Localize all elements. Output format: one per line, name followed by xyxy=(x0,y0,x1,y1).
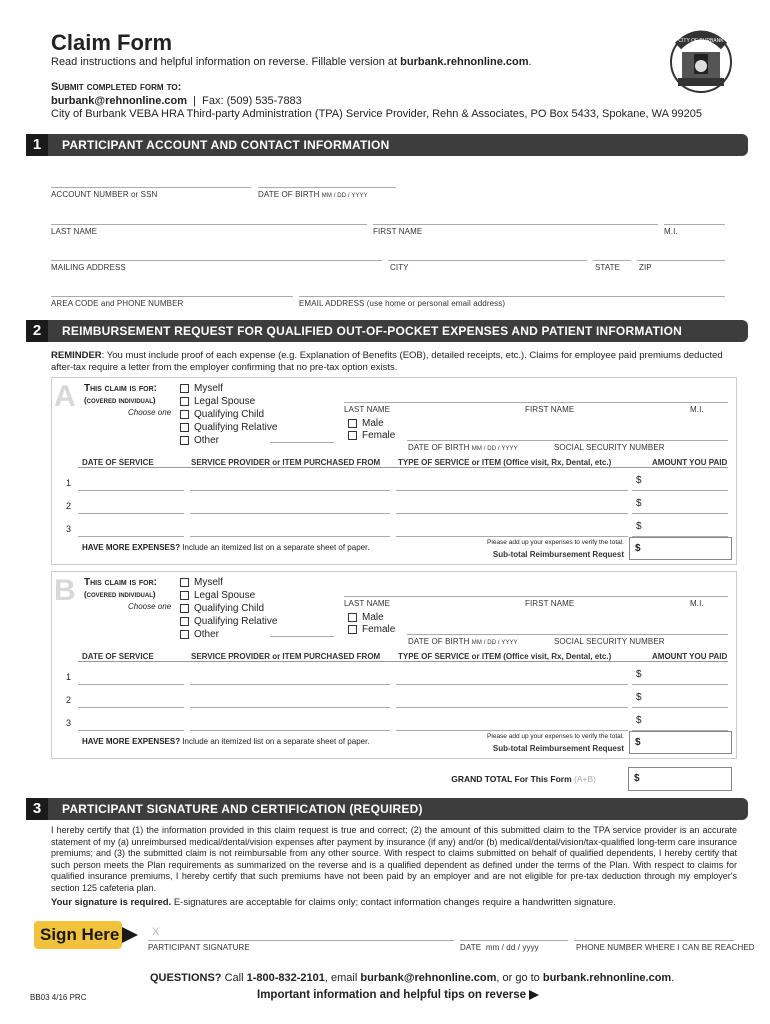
signature-label: PARTICIPANT SIGNATURE xyxy=(148,943,250,952)
patient-dob-text: DATE OF BIRTH xyxy=(408,637,470,646)
checkbox[interactable] xyxy=(180,397,189,406)
questions-email-text: , email xyxy=(324,972,361,984)
questions-email[interactable]: burbank@rehnonline.com xyxy=(360,972,497,984)
account-label: ACCOUNT NUMBER or SSN xyxy=(51,190,158,199)
patient-mi-label: M.I. xyxy=(690,599,704,608)
option-child[interactable] xyxy=(180,408,277,421)
option-label: Qualifying Child xyxy=(194,603,265,614)
checkbox[interactable] xyxy=(180,578,189,587)
claim-for-label: This claim is for: xyxy=(84,577,157,588)
date-input[interactable] xyxy=(78,490,184,491)
type-input[interactable] xyxy=(396,684,628,685)
section-1-title: PARTICIPANT ACCOUNT AND CONTACT INFORMATION xyxy=(62,138,390,152)
email-label: EMAIL ADDRESS (use home or personal email address) xyxy=(299,299,506,308)
option-myself[interactable] xyxy=(180,576,277,589)
instructions xyxy=(51,56,532,68)
subtotal-label: Sub-total Reimbursement Request xyxy=(492,744,624,753)
dob-label xyxy=(258,190,368,199)
instructions-suffix: . xyxy=(528,56,532,68)
dollar-sign: $ xyxy=(636,475,642,486)
col-type: TYPE OF SERVICE or ITEM (Office visit, Rx, Dental, etc.) xyxy=(398,458,612,467)
type-input[interactable] xyxy=(396,513,628,514)
please-add: Please add up your expenses to verify the total. xyxy=(487,539,624,546)
date-input[interactable] xyxy=(78,730,184,731)
patient-dob-text: DATE OF BIRTH xyxy=(408,443,470,452)
section-2-number: 2 xyxy=(26,320,48,342)
more-expenses xyxy=(82,737,370,746)
patient-dob-format: MM / DD / YYYY xyxy=(471,640,518,646)
col-type: TYPE OF SERVICE or ITEM (Office visit, Rx, Dental, etc.) xyxy=(398,652,612,661)
patient-first-label: FIRST NAME xyxy=(525,599,575,608)
other-input[interactable] xyxy=(270,442,334,443)
more-expenses xyxy=(82,543,370,552)
email-input[interactable] xyxy=(299,296,725,297)
signature-input[interactable] xyxy=(148,940,454,941)
city-label: CITY xyxy=(390,263,409,272)
city-input[interactable] xyxy=(388,260,587,261)
option-label: Legal Spouse xyxy=(194,590,256,601)
option-female[interactable] xyxy=(348,430,395,442)
more-bold: HAVE MORE EXPENSES? xyxy=(82,543,181,552)
reminder xyxy=(51,350,737,374)
choose-one-label: Choose one xyxy=(128,408,172,417)
subtotal-a-input[interactable] xyxy=(629,537,732,560)
dollar-sign: $ xyxy=(634,773,640,784)
type-input[interactable] xyxy=(396,707,628,708)
claim-a-letter: A xyxy=(54,380,76,413)
dollar-sign: $ xyxy=(636,715,642,726)
more-bold: HAVE MORE EXPENSES? xyxy=(82,737,181,746)
submit-heading: Submit completed form to: xyxy=(51,81,182,93)
date-input[interactable] xyxy=(78,536,184,537)
phone-input[interactable] xyxy=(51,296,293,297)
questions-end: . xyxy=(671,972,675,984)
please-add: Please add up your expenses to verify the total. xyxy=(487,733,624,740)
date-input[interactable] xyxy=(78,684,184,685)
date-format: mm / dd / yyyy xyxy=(485,943,539,952)
claim-b-box xyxy=(51,571,737,759)
row-number: 3 xyxy=(66,718,72,728)
male-label: Male xyxy=(362,612,384,623)
checkbox[interactable] xyxy=(180,630,189,639)
option-other[interactable] xyxy=(180,628,277,641)
amount-input[interactable] xyxy=(632,513,728,514)
option-relative[interactable] xyxy=(180,615,277,628)
phone-reach-label: PHONE NUMBER WHERE I CAN BE REACHED xyxy=(576,943,755,952)
dollar-sign: $ xyxy=(636,692,642,703)
reminder-label: REMINDER xyxy=(51,350,102,361)
patient-dob-format: MM / DD / YYYY xyxy=(471,446,518,452)
dollar-sign: $ xyxy=(636,521,642,532)
patient-ssn-label: SOCIAL SECURITY NUMBER xyxy=(554,637,665,646)
state-input[interactable] xyxy=(593,260,631,261)
option-relative[interactable] xyxy=(180,421,277,434)
option-label: Other xyxy=(194,435,220,446)
dollar-sign: $ xyxy=(636,498,642,509)
date-input[interactable] xyxy=(78,513,184,514)
submit-email[interactable]: burbank@rehnonline.com xyxy=(51,95,188,107)
questions-goto: , or go to xyxy=(496,972,543,984)
col-amount: AMOUNT YOU PAID xyxy=(652,652,728,661)
instructions-text: Read instructions and helpful information on reverse. Fillable version at xyxy=(51,56,401,68)
provider-input[interactable] xyxy=(190,707,390,708)
section-3-header xyxy=(26,798,748,820)
important-info xyxy=(257,989,539,1001)
other-input[interactable] xyxy=(270,636,334,637)
row-number: 2 xyxy=(66,695,72,705)
female-label: Female xyxy=(362,430,396,441)
option-male[interactable] xyxy=(348,612,395,624)
choose-one-label: Choose one xyxy=(128,602,172,611)
patient-ssn-label: SOCIAL SECURITY NUMBER xyxy=(554,443,665,452)
type-input[interactable] xyxy=(396,490,628,491)
sign-here-label: Sign Here xyxy=(40,925,120,944)
claim-a-box xyxy=(51,377,737,565)
col-provider: SERVICE PROVIDER or ITEM PURCHASED FROM xyxy=(191,458,381,467)
option-label: Qualifying Child xyxy=(194,409,265,420)
checkbox[interactable] xyxy=(180,384,189,393)
col-provider: SERVICE PROVIDER or ITEM PURCHASED FROM xyxy=(191,652,381,661)
date-label-text: DATE xyxy=(460,943,482,952)
option-label: Myself xyxy=(194,383,223,394)
checkbox[interactable] xyxy=(348,419,357,428)
checkbox[interactable] xyxy=(180,617,189,626)
instructions-url[interactable]: burbank.rehnonline.com xyxy=(400,56,529,68)
dollar-sign: $ xyxy=(636,669,642,680)
patient-mi-label: M.I. xyxy=(690,405,704,414)
amount-input[interactable] xyxy=(632,707,728,708)
checkbox[interactable] xyxy=(180,423,189,432)
submit-contact: burbank@rehnonline.com | Fax: (509) 535-7883 xyxy=(51,95,302,107)
header-rule xyxy=(78,467,728,468)
claim-b-letter: B xyxy=(54,574,76,607)
mailing-input[interactable] xyxy=(51,260,382,261)
provider-input[interactable] xyxy=(190,730,390,731)
amount-input[interactable] xyxy=(632,490,728,491)
signature-bold: Your signature is required. xyxy=(51,897,172,908)
row-number: 1 xyxy=(66,672,72,682)
relationship-options xyxy=(180,576,277,641)
patient-first-label: FIRST NAME xyxy=(525,405,575,414)
more-text: Include an itemized list on a separate sheet of paper. xyxy=(180,737,370,746)
zip-label: ZIP xyxy=(639,263,652,272)
option-label: Legal Spouse xyxy=(194,396,256,407)
sign-here-badge xyxy=(34,921,144,949)
questions-call: Call xyxy=(221,972,247,984)
patient-dob-label xyxy=(408,637,518,646)
questions-label: QUESTIONS? xyxy=(150,972,222,984)
provider-input[interactable] xyxy=(190,513,390,514)
date-label xyxy=(460,943,539,952)
questions-line xyxy=(150,972,674,984)
subtotal-b-input[interactable] xyxy=(629,731,732,754)
questions-url[interactable]: burbank.rehnonline.com xyxy=(542,972,672,984)
date-input[interactable] xyxy=(78,707,184,708)
option-label: Qualifying Relative xyxy=(194,422,278,433)
col-amount: AMOUNT YOU PAID xyxy=(652,458,728,467)
provider-input[interactable] xyxy=(190,684,390,685)
zip-input[interactable] xyxy=(637,260,725,261)
covered-label: (covered individual) xyxy=(84,590,156,599)
city-seal-logo xyxy=(668,26,734,107)
dollar-sign: $ xyxy=(635,737,641,748)
grand-total-ab: (A+B) xyxy=(574,774,596,784)
patient-dob-label xyxy=(408,443,518,452)
certification-text: I hereby certify that (1) the information provided in this claim request is true and correct; (2) the amount of this submitted claim to the TPA service provider is an accurate statement of my (a) unreimbursed medical/dental/vision expenses after payment by insurance (if any) and/or (b) medical/dental/vision/tax-qualified long-term care insurance premiums; and (3) the submitted claim is not reimbursable from any other source. With respect to claims submitted on behalf of qualified dependents, I hereby certify that such person meets the Plan requirements as summarized on the reverse and is a qualified dependent as defined under the terms of the Plan. With respect to claims for qualified insurance premiums, I hereby certify that such premiums have not been paid by an employer and are not eligible for pre-tax deduction through my employer's section 125 cafeteria plan. xyxy=(51,825,737,893)
dollar-sign: $ xyxy=(635,543,641,554)
option-label: Other xyxy=(194,629,220,640)
patient-dob-ssn-input[interactable] xyxy=(407,440,728,441)
claim-for-label: This claim is for: xyxy=(84,383,157,394)
submit-address: City of Burbank VEBA HRA Third-party Administration (TPA) Service Provider, Rehn & Associates, PO Box 5433, Spokane, WA 99205 xyxy=(51,108,702,120)
grand-total-text: GRAND TOTAL For This Form xyxy=(451,774,572,784)
provider-input[interactable] xyxy=(190,536,390,537)
subtotal-label: Sub-total Reimbursement Request xyxy=(492,550,624,559)
relationship-options xyxy=(180,382,277,447)
male-label: Male xyxy=(362,418,384,429)
section-1-number: 1 xyxy=(26,134,48,156)
section-1-header xyxy=(26,134,748,156)
type-input[interactable] xyxy=(396,730,628,731)
dob-input[interactable] xyxy=(258,187,396,188)
header-rule xyxy=(78,661,728,662)
important-text: Important information and helpful tips on reverse xyxy=(257,989,526,1001)
form-code: BB03 4/16 PRC xyxy=(30,993,87,1002)
dob-label-text: DATE OF BIRTH xyxy=(258,190,320,199)
page-title: Claim Form xyxy=(51,30,173,55)
gender-options xyxy=(348,612,395,636)
last-name-label: LAST NAME xyxy=(51,227,98,236)
provider-input[interactable] xyxy=(190,490,390,491)
female-label: Female xyxy=(362,624,396,635)
mi-input[interactable] xyxy=(664,224,725,225)
checkbox[interactable] xyxy=(348,625,357,634)
state-label: STATE xyxy=(595,263,621,272)
mi-label: M.I. xyxy=(664,227,678,236)
signature-text: E-signatures are acceptable for claims only; contact information changes require a handwritten signature. xyxy=(171,897,616,908)
covered-label: (covered individual) xyxy=(84,396,156,405)
account-input[interactable] xyxy=(51,187,251,188)
option-child[interactable] xyxy=(180,602,277,615)
checkbox[interactable] xyxy=(348,613,357,622)
arrow-right-icon xyxy=(529,990,539,1000)
checkbox[interactable] xyxy=(180,604,189,613)
checkbox[interactable] xyxy=(180,410,189,419)
section-3-number: 3 xyxy=(26,798,48,820)
patient-name-input[interactable] xyxy=(344,402,728,403)
section-2-header xyxy=(26,320,748,342)
row-number: 2 xyxy=(66,501,72,511)
option-label: Myself xyxy=(194,577,223,588)
patient-last-label: LAST NAME xyxy=(344,599,391,608)
col-date: DATE OF SERVICE xyxy=(82,458,154,467)
option-spouse[interactable] xyxy=(180,395,277,408)
grand-total-input[interactable] xyxy=(628,767,732,791)
more-text: Include an itemized list on a separate sheet of paper. xyxy=(180,543,370,552)
first-name-label: FIRST NAME xyxy=(373,227,423,236)
mailing-label: MAILING ADDRESS xyxy=(51,263,126,272)
patient-last-label: LAST NAME xyxy=(344,405,391,414)
first-name-input[interactable] xyxy=(373,224,658,225)
section-2-title: REIMBURSEMENT REQUEST FOR QUALIFIED OUT-OF-POCKET EXPENSES AND PATIENT INFORMATION xyxy=(62,324,682,338)
checkbox[interactable] xyxy=(180,436,189,445)
row-number: 1 xyxy=(66,478,72,488)
reminder-text: : You must include proof of each expense (e.g. Explanation of Benefits (EOB), detailed receipts, etc.). Claims for employee paid premiums deducted after-tax require a letter from the employer confirming that no pre-tax option exists. xyxy=(51,350,723,373)
patient-dob-ssn-input[interactable] xyxy=(407,634,728,635)
questions-phone[interactable]: 1-800-832-2101 xyxy=(246,972,325,984)
gender-options xyxy=(348,418,395,442)
dob-format: MM / DD / YYYY xyxy=(321,193,368,199)
option-female[interactable] xyxy=(348,624,395,636)
option-other[interactable] xyxy=(180,434,277,447)
phone-label: AREA CODE and PHONE NUMBER xyxy=(51,299,184,308)
checkbox[interactable] xyxy=(348,431,357,440)
option-label: Qualifying Relative xyxy=(194,616,278,627)
signature-phone-input[interactable] xyxy=(574,940,734,941)
signature-x: X xyxy=(152,926,160,938)
submit-fax: Fax: (509) 535-7883 xyxy=(202,95,302,107)
col-date: DATE OF SERVICE xyxy=(82,652,154,661)
checkbox[interactable] xyxy=(180,591,189,600)
option-male[interactable] xyxy=(348,418,395,430)
last-name-input[interactable] xyxy=(51,224,367,225)
logo-text: CITY OF BURBANK xyxy=(678,38,724,44)
row-number: 3 xyxy=(66,524,72,534)
amount-input[interactable] xyxy=(632,684,728,685)
signature-date-input[interactable] xyxy=(460,940,568,941)
section-3-title: PARTICIPANT SIGNATURE AND CERTIFICATION (REQUIRED) xyxy=(62,802,423,816)
option-myself[interactable] xyxy=(180,382,277,395)
type-input[interactable] xyxy=(396,536,628,537)
grand-total-label xyxy=(440,774,596,784)
option-spouse[interactable] xyxy=(180,589,277,602)
signature-note xyxy=(51,897,616,908)
patient-name-input[interactable] xyxy=(344,596,728,597)
